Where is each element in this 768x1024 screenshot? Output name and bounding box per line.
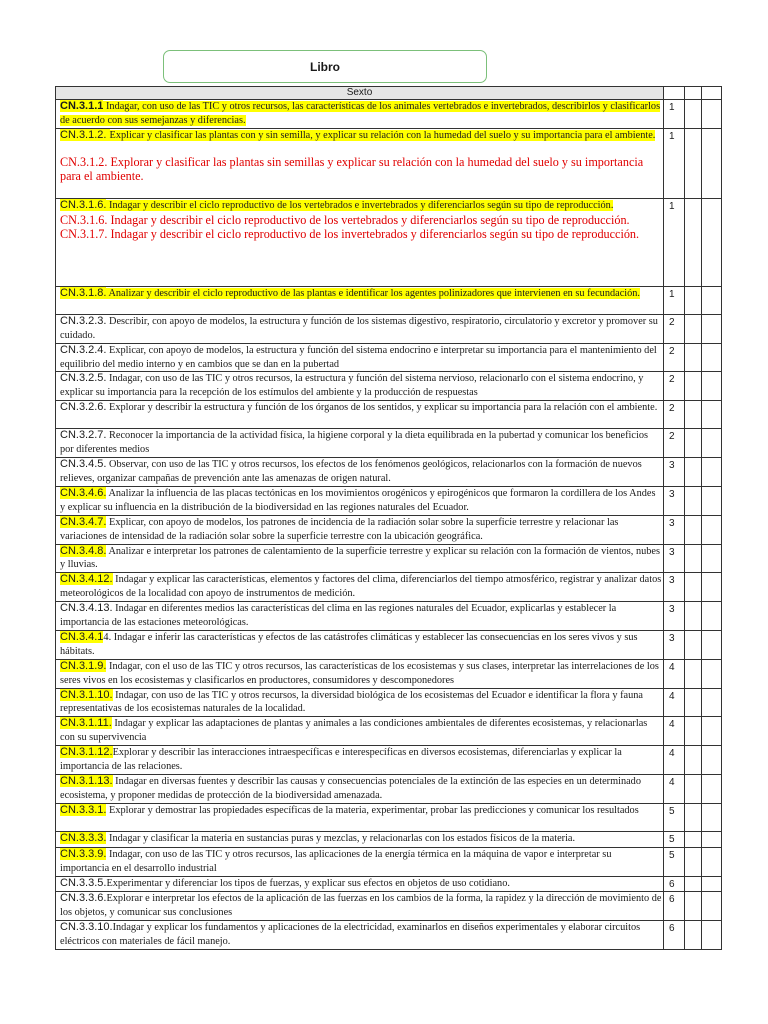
check-cell (702, 286, 722, 314)
competency-text: Indagar y explicar los fundamentos y aplicaciones de la electricidad, examinarlos en diseños experimentales y elaborar circuitos eléctricos con materiales de fácil manejo. (60, 922, 641, 948)
table-row (56, 314, 722, 343)
unit-number: 5 (664, 847, 685, 876)
competency-text: Explorar y describir las interacciones intraespecíficas e interespecíficas en diversos ecosistemas, diferenciarlas y explicar la importancia de las relaciones. (60, 747, 622, 773)
competency-text: Explorar y demostrar las propiedades específicas de la materia, experimentar, probar las predicciones y comunicar los resultados (106, 804, 639, 816)
grade-header: Sexto (56, 87, 664, 100)
check-cell (702, 688, 722, 717)
check-cell (702, 659, 722, 688)
unit-number: 3 (664, 573, 685, 602)
competency-code: CN.3.1.11. (60, 717, 112, 730)
competency-code: CN.3.4.8. (60, 544, 107, 557)
competency-cell (56, 515, 664, 544)
check-cell (685, 921, 702, 950)
competency-cell (56, 921, 664, 950)
check-cell (702, 343, 722, 372)
table-row (56, 458, 722, 487)
table-row (56, 775, 722, 804)
unit-number: 4 (664, 717, 685, 746)
competency-cell (56, 717, 664, 746)
unit-number: 1 (664, 100, 685, 129)
table-row (56, 892, 722, 921)
competency-cell (56, 892, 664, 921)
competency-code: CN.3.2.7. (60, 429, 107, 442)
competency-text: Observar, con uso de las TIC y otros recursos, los efectos de los fenómenos geológicos, relacionarlos con la formación de nuevos relieves, organizar campañas de prevención ante las amenazas de origen natural. (60, 459, 642, 484)
table-row (56, 921, 722, 950)
check-cell (702, 921, 722, 950)
unit-number: 1 (664, 128, 685, 198)
competency-cell (56, 343, 664, 372)
table-row (56, 746, 722, 775)
unit-number: 2 (664, 314, 685, 343)
check-cell (685, 831, 702, 847)
competency-cell (56, 429, 664, 458)
competency-code: CN.3.4.1 (60, 630, 104, 643)
competency-text: Explicar, con apoyo de modelos, la estructura y función del sistema endocrino e interpretar su importancia para el mantenimiento del equilibrio del medio interno y en cambios que se dan en la pubertad (60, 344, 657, 370)
competency-code: CN.3.1.10. (60, 688, 113, 701)
competency-cell (56, 602, 664, 631)
unit-number: 3 (664, 544, 685, 573)
competency-text: Indagar y explicar las adaptaciones de plantas y animales a las condiciones ambientales de diferentes ecosistemas, y relacionarlas con su supervivencia (60, 718, 648, 744)
competency-text: Describir, con apoyo de modelos, la estructura y función de los sistemas digestivo, respiratorio, circulatorio y excretor y promover su cuidado. (60, 315, 658, 341)
table-row (56, 515, 722, 544)
check-cell (685, 892, 702, 921)
table-row (56, 803, 722, 831)
check-cell (702, 372, 722, 401)
check-cell (702, 429, 722, 458)
competency-cell (56, 486, 664, 515)
unit-number: 6 (664, 892, 685, 921)
competency-text: Analizar e interpretar los patrones de calentamiento de la superficie terrestre y explicar su relación con la formación de vientos, nubes y lluvias. (60, 545, 660, 571)
curriculum-table (55, 86, 722, 950)
header-row (56, 87, 722, 100)
table-row (56, 286, 722, 314)
check-cell (702, 458, 722, 487)
check-cell (702, 573, 722, 602)
table-row (56, 486, 722, 515)
competency-code: CN.3.1.8. (60, 286, 107, 299)
competency-code: CN.3.3.10. (60, 921, 113, 934)
competency-cell (56, 803, 664, 831)
check-cell (685, 847, 702, 876)
check-cell (685, 198, 702, 286)
unit-number: 4 (664, 659, 685, 688)
check-cell (685, 486, 702, 515)
check-cell (685, 458, 702, 487)
check-cell (685, 659, 702, 688)
competency-cell (56, 458, 664, 487)
competency-text: Explorar e interpretar los efectos de la aplicación de las fuerzas en los cambios de la forma, la rapidez y la dirección de movimiento de los objetos, y comunicar sus conclusiones (60, 893, 662, 919)
table-row (56, 847, 722, 876)
competency-code: CN.3.3.1. (60, 803, 107, 816)
competency-text: Indagar y describir el ciclo reproductivo de los vertebrados e invertebrados y diferenciarlos según su tipo de reproducción. (106, 199, 614, 211)
check-cell (702, 775, 722, 804)
check-cell (685, 630, 702, 659)
competency-text: Indagar, con uso de las TIC y otros recursos, las características de los animales vertebrados e invertebrados, describirlos y clasificarlos de acuerdo con sus semejanzas y diferencias. (60, 101, 661, 126)
check-cell (702, 717, 722, 746)
table-row (56, 659, 722, 688)
unit-number: 1 (664, 286, 685, 314)
check-cell (702, 314, 722, 343)
competency-text: Explicar, con apoyo de modelos, los patrones de incidencia de la radiación solar sobre la superficie terrestre y relacionar las variaciones de intensidad de la radiación solar sobre la superficie terrestre con la ubicación geográfica. (60, 516, 619, 542)
competency-cell (56, 630, 664, 659)
competency-code: CN.3.1.2. (60, 128, 110, 141)
table-row (56, 717, 722, 746)
competency-cell (56, 286, 664, 314)
check-cell (702, 892, 722, 921)
competency-cell (56, 831, 664, 847)
check-cell (685, 803, 702, 831)
competency-text: Indagar, con uso de las TIC y otros recursos, las aplicaciones de la energía térmica en la máquina de vapor e interpretar su importancia en el desarrollo industrial (60, 848, 612, 874)
competency-note: CN.3.1.6. Indagar y describir el ciclo reproductivo de los vertebrados y diferenciarlos según su tipo de reproducción. (60, 212, 630, 227)
competency-cell (56, 847, 664, 876)
table-row (56, 831, 722, 847)
check-cell (685, 128, 702, 198)
competency-cell (56, 372, 664, 401)
competency-code: CN.3.1.6. (60, 198, 107, 211)
check-cell (702, 486, 722, 515)
competency-text: Analizar y describir el ciclo reproductivo de las plantas e identificar los agentes polinizadores que intervienen en su fecundación. (106, 287, 640, 299)
competency-cell (56, 314, 664, 343)
competency-text: 4. Indagar e inferir las características y efectos de las catástrofes climáticas y establecer las consecuencias en los seres vivos y sus hábitats. (60, 631, 638, 657)
check-cell (702, 100, 722, 129)
table-row (56, 372, 722, 401)
check-cell (685, 100, 702, 129)
competency-cell (56, 544, 664, 573)
competency-code: CN.3.3.5. (60, 876, 107, 889)
unit-number: 2 (664, 429, 685, 458)
table-row (56, 544, 722, 573)
unit-number: 6 (664, 921, 685, 950)
title-box (163, 50, 487, 83)
check-cell (685, 343, 702, 372)
competency-code: CN.3.1.1 (60, 100, 104, 112)
page-title: Libro (310, 59, 340, 74)
unit-number: 2 (664, 401, 685, 429)
spacer (60, 143, 663, 155)
competency-text: Indagar, con uso de las TIC y otros recursos, la estructura y función del sistema nervioso, relacionarlo con el sistema endocrino, y explicar su importancia para la recepción de los estímulos del ambiente y la producción de respuestas (60, 373, 644, 399)
check-cell (702, 746, 722, 775)
header-cell (702, 87, 722, 100)
competency-note: CN.3.1.2. Explorar y clasificar las plantas sin semillas y explicar su relación con la humedad del suelo y su importancia para el ambiente. (60, 154, 644, 184)
check-cell (702, 876, 722, 892)
competency-cell (56, 573, 664, 602)
check-cell (702, 602, 722, 631)
unit-number: 2 (664, 372, 685, 401)
competency-code: CN.3.1.9. (60, 659, 107, 672)
competency-cell (56, 876, 664, 892)
check-cell (685, 775, 702, 804)
unit-number: 4 (664, 688, 685, 717)
check-cell (702, 544, 722, 573)
competency-code: CN.3.4.6. (60, 486, 107, 499)
check-cell (685, 602, 702, 631)
check-cell (702, 803, 722, 831)
table-row (56, 630, 722, 659)
competency-text: Indagar en diferentes medios las características del clima en las regiones naturales del Ecuador, explicarlas y establecer la importancia de las estaciones meteorológicas. (60, 603, 617, 629)
table-row (56, 573, 722, 602)
competency-code: CN.3.3.6. (60, 892, 107, 905)
competency-code: CN.3.1.13. (60, 775, 113, 787)
competency-cell (56, 688, 664, 717)
competency-code: CN.3.2.3. (60, 314, 107, 327)
competency-cell (56, 775, 664, 804)
unit-number: 4 (664, 746, 685, 775)
competency-cell (56, 128, 664, 198)
header-cell (685, 87, 702, 100)
check-cell (685, 573, 702, 602)
competency-cell (56, 746, 664, 775)
check-cell (702, 847, 722, 876)
check-cell (702, 198, 722, 286)
check-cell (685, 688, 702, 717)
unit-number: 3 (664, 630, 685, 659)
competency-text: Analizar la influencia de las placas tectónicas en los movimientos orogénicos y epirogénicos que formaron la cordillera de los Andes y explicar su influencia en la distribución de la biodiversidad en las regiones naturales del Ecuador. (60, 487, 656, 513)
competency-code: CN.3.4.7. (60, 515, 107, 528)
competency-text: Explorar y describir la estructura y función de los órganos de los sentidos, y explicar su importancia para la relación con el ambiente. (106, 402, 658, 414)
competency-code: CN.3.4.5. (60, 458, 107, 471)
competency-cell (56, 401, 664, 429)
competency-cell (56, 659, 664, 688)
competency-cell (56, 100, 664, 129)
check-cell (685, 515, 702, 544)
competency-text: Reconocer la importancia de la actividad física, la higiene corporal y la dieta equilibrada en la pubertad y comunicar los beneficios por diferentes medios (60, 430, 648, 456)
check-cell (702, 831, 722, 847)
competency-code: CN.3.2.4. (60, 343, 107, 356)
table-row (56, 602, 722, 631)
unit-number: 4 (664, 775, 685, 804)
unit-number: 3 (664, 515, 685, 544)
table-row (56, 128, 722, 198)
table-row (56, 876, 722, 892)
competency-text: Indagar y clasificar la materia en sustancias puras y mezclas, y relacionarlas con los estados físicos de la materia. (106, 832, 576, 844)
table-row (56, 429, 722, 458)
competency-text: Explicar y clasificar las plantas con y sin semilla, y explicar su relación con la humedad del suelo y su importancia para el ambiente. (109, 129, 656, 141)
competency-text: Indagar, con uso de las TIC y otros recursos, la diversidad biológica de los ecosistemas del Ecuador e identificar la flora y fauna representativas de los ecosistemas naturales de la localidad. (60, 689, 643, 715)
unit-number: 1 (664, 198, 685, 286)
competency-cell (56, 198, 664, 286)
competency-code: CN.3.3.3. (60, 831, 107, 844)
competency-code: CN.3.4.13. (60, 602, 113, 615)
header-cell (664, 87, 685, 100)
competency-text: Experimentar y diferenciar los tipos de fuerzas, y explicar sus efectos en objetos de uso cotidiano. (106, 877, 510, 889)
unit-number: 6 (664, 876, 685, 892)
competency-note: CN.3.1.7. Indagar y describir el ciclo reproductivo de los invertebrados y diferenciarlos según su tipo de reproducción. (60, 227, 640, 242)
unit-number: 3 (664, 602, 685, 631)
check-cell (702, 401, 722, 429)
check-cell (685, 372, 702, 401)
competency-text: Indagar y explicar las características, elementos y factores del clima, diferenciarlos del tiempo atmosférico, registrar y analizar datos meteorológicos de la localidad con apoyo de instrumentos de medición. (60, 574, 662, 600)
check-cell (702, 630, 722, 659)
unit-number: 2 (664, 343, 685, 372)
table-row (56, 401, 722, 429)
check-cell (702, 128, 722, 198)
unit-number: 5 (664, 803, 685, 831)
competency-code: CN.3.1.12. (60, 746, 113, 759)
check-cell (685, 746, 702, 775)
unit-number: 3 (664, 486, 685, 515)
competency-text: Indagar en diversas fuentes y describir las causas y consecuencias potenciales de la extinción de las especies en un determinado ecosistema, y proponer medidas de protección de la biodiversidad amenazada. (60, 776, 641, 801)
check-cell (685, 286, 702, 314)
table-row (56, 100, 722, 129)
check-cell (685, 876, 702, 892)
unit-number: 3 (664, 458, 685, 487)
competency-text: Indagar, con el uso de las TIC y otros recursos, las características de los ecosistemas y sus clases, interpretar las interrelaciones de los seres vivos en los ecosistemas y clasificarlos en productores, consumidores y descomponedores (60, 660, 659, 686)
unit-number: 5 (664, 831, 685, 847)
check-cell (702, 515, 722, 544)
check-cell (685, 401, 702, 429)
table-row (56, 198, 722, 286)
check-cell (685, 717, 702, 746)
competency-code: CN.3.2.5. (60, 372, 107, 385)
competency-code: CN.3.3.9. (60, 847, 107, 860)
check-cell (685, 314, 702, 343)
table-row (56, 343, 722, 372)
competency-code: CN.3.2.6. (60, 401, 107, 414)
check-cell (685, 429, 702, 458)
competency-code: CN.3.4.12. (60, 573, 113, 586)
check-cell (685, 544, 702, 573)
table-row (56, 688, 722, 717)
